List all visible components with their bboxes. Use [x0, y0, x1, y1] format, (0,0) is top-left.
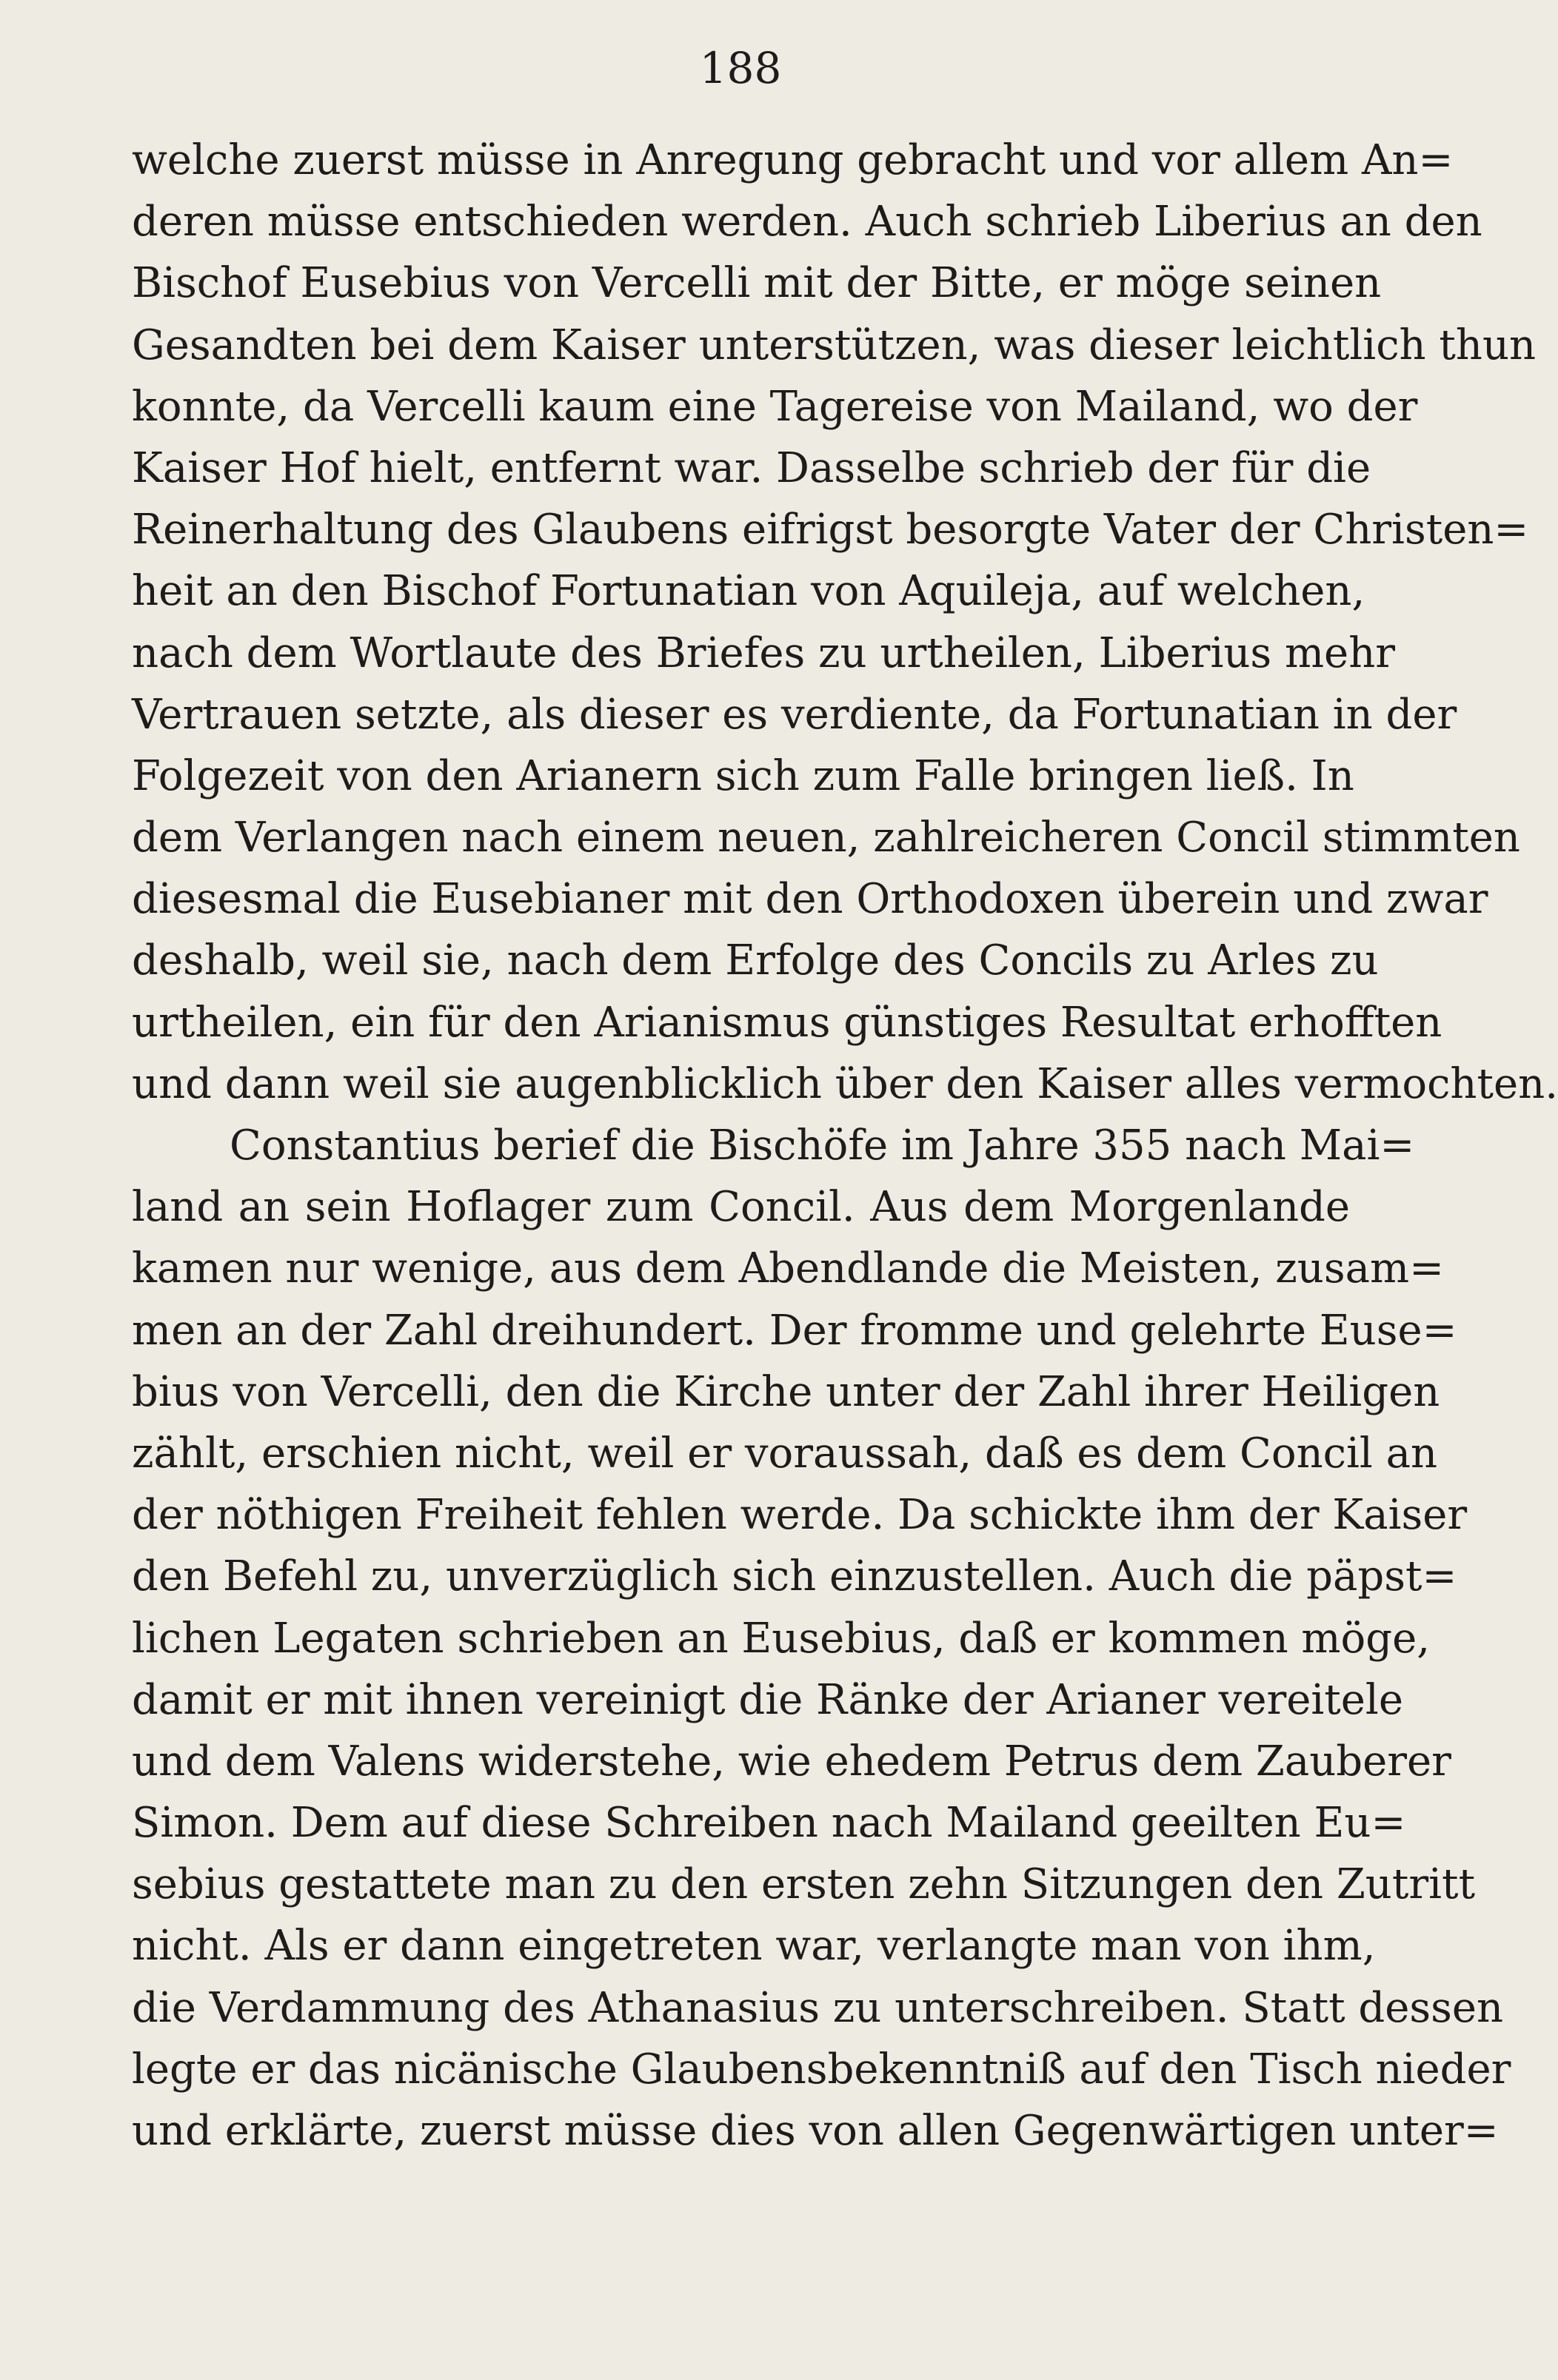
- text-line: der nöthigen Freiheit fehlen werde. Da schickte ihm der Kaiser: [132, 1491, 1468, 1540]
- text-line: lichen Legaten schrieben an Eusebius, daß er kommen möge,: [132, 1614, 1431, 1663]
- text-line: dem Verlangen nach einem neuen, zahlreicheren Concil stimmten: [132, 814, 1520, 862]
- text-line: Gesandten bei dem Kaiser unterstützen, was dieser leichtlich thun: [132, 321, 1537, 369]
- text-line: deren müsse entschieden werden. Auch schrieb Liberius an den: [132, 198, 1482, 247]
- text-line: konnte, da Vercelli kaum eine Tagereise von Mailand, wo der: [132, 382, 1418, 431]
- text-line: damit er mit ihnen vereinigt die Ränke der Arianer vereitele: [132, 1675, 1403, 1724]
- text-line: Folgezeit von den Arianern sich zum Falle bringen ließ. In: [132, 751, 1354, 800]
- text-line: welche zuerst müsse in Anregung gebracht und vor allem An=: [132, 136, 1454, 184]
- text-line: sebius gestattete man zu den ersten zehn Sitzungen den Zutritt: [132, 1860, 1476, 1909]
- text-line: Vertrauen setzte, als dieser es verdiente, da Fortunatian in der: [132, 690, 1457, 739]
- text-line: land an sein Hoflager zum Concil. Aus dem Morgenlande: [132, 1183, 1350, 1232]
- text-line: Reinerhaltung des Glaubens eifrigst besorgte Vater der Christen=: [132, 506, 1529, 554]
- text-line: men an der Zahl dreihundert. Der fromme und gelehrte Euse=: [132, 1306, 1457, 1355]
- text-line: zählt, erschien nicht, weil er voraussah, daß es dem Concil an: [132, 1429, 1438, 1478]
- text-line: nach dem Wortlaute des Briefes zu urtheilen, Liberius mehr: [132, 628, 1396, 677]
- text-line: deshalb, weil sie, nach dem Erfolge des Concils zu Arles zu: [132, 936, 1379, 985]
- text-line: und erklärte, zuerst müsse dies von allen Gegenwärtigen unter=: [132, 2107, 1499, 2155]
- text-line: Kaiser Hof hielt, entfernt war. Dasselbe schrieb der für die: [132, 443, 1371, 492]
- text-line: urtheilen, ein für den Arianismus günstiges Resultat erhofften: [132, 998, 1442, 1047]
- text-line: und dann weil sie augenblicklich über den Kaiser alles vermochten.: [132, 1059, 1558, 1108]
- text-line: bius von Vercelli, den die Kirche unter der Zahl ihrer Heiligen: [132, 1367, 1440, 1416]
- body-text: [132, 130, 1558, 2162]
- text-line: legte er das nicänische Glaubensbekenntniß auf den Tisch nieder: [132, 2045, 1511, 2094]
- text-line: und dem Valens widerstehe, wie ehedem Petrus dem Zauberer: [132, 1737, 1451, 1786]
- text-line: diesesmal die Eusebianer mit den Orthodoxen überein und zwar: [132, 875, 1488, 924]
- paragraph-start-line: Constantius berief die Bischöfe im Jahre 355 nach Mai=: [230, 1122, 1415, 1170]
- text-line: den Befehl zu, unverzüglich sich einzustellen. Auch die päpst=: [132, 1552, 1457, 1601]
- text-line: nicht. Als er dann eingetreten war, verlangte man von ihm,: [132, 1922, 1376, 1971]
- text-line: heit an den Bischof Fortunatian von Aquileja, auf welchen,: [132, 567, 1365, 616]
- text-line: Bischof Eusebius von Vercelli mit der Bitte, er möge seinen: [132, 259, 1382, 308]
- page-number: 188: [699, 43, 782, 93]
- text-line: Simon. Dem auf diese Schreiben nach Mailand geeilten Eu=: [132, 1799, 1406, 1848]
- text-line: kamen nur wenige, aus dem Abendlande die Meisten, zusam=: [132, 1244, 1445, 1293]
- text-line: die Verdammung des Athanasius zu unterschreiben. Statt dessen: [132, 1983, 1504, 2032]
